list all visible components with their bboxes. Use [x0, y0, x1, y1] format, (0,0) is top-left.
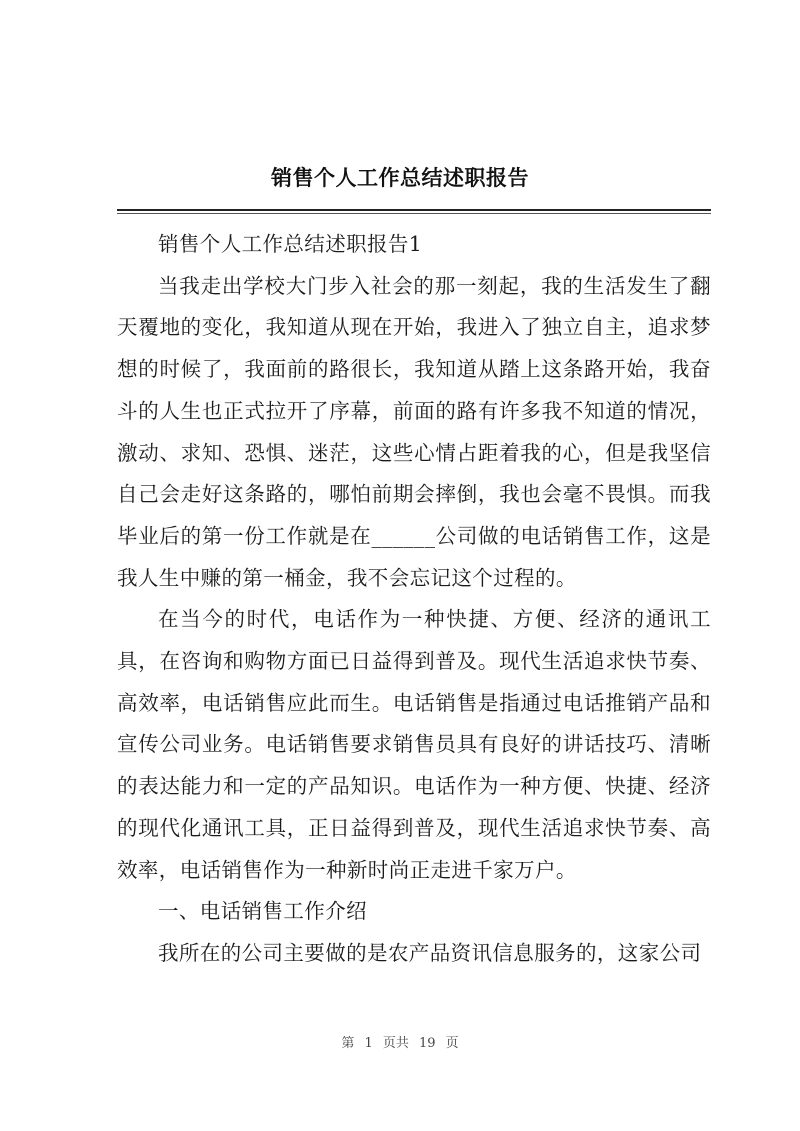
document-title: 销售个人工作总结述职报告 [271, 166, 529, 190]
paragraph-1: 当我走出学校大门步入社会的那一刻起，我的生活发生了翻天覆地的变化，我知道从现在开始，我进入了独立自主，追求梦想的时候了，我面前的路很长，我知道从踏上这条路开始，我奋斗的人生也正式拉开了序幕，前面的路有许多我不知道的情况，激动、求知、恐惧、迷茫，这些心情占距着我的心，但是我坚信自己会走好这条路的，哪怕前期会摔倒，我也会毫不畏惧。而我毕业后的第一份工作就是在______公司做的电话销售工作，这是我人生中赚的第一桶金，我不会忘记这个过程的。 [117, 273, 711, 590]
title-divider-thin [117, 213, 711, 214]
paragraph-3: 我所在的公司主要做的是农产品资讯信息服务的，这家公司 [158, 940, 702, 965]
section-heading-1: 一、电话销售工作介绍 [158, 899, 367, 924]
page-number-footer: 第 1 页共 19 页 [341, 1036, 459, 1051]
document-body [117, 224, 711, 975]
section-subtitle: 销售个人工作总结述职报告1 [158, 232, 423, 256]
paragraph-2: 在当今的时代，电话作为一种快捷、方便、经济的通讯工具，在咨询和购物方面已日益得到普及。现代生活追求快节奏、高效率，电话销售应此而生。电话销售是指通过电话推销产品和宣传公司业务。电话销售要求销售员具有良好的讲话技巧、清晰的表达能力和一定的产品知识。电话作为一种方便、快捷、经济的现代化通讯工具，正日益得到普及，现代生活追求快节奏、高效率，电话销售作为一种新时尚正走进千家万户。 [117, 607, 711, 882]
title-divider [117, 209, 711, 211]
